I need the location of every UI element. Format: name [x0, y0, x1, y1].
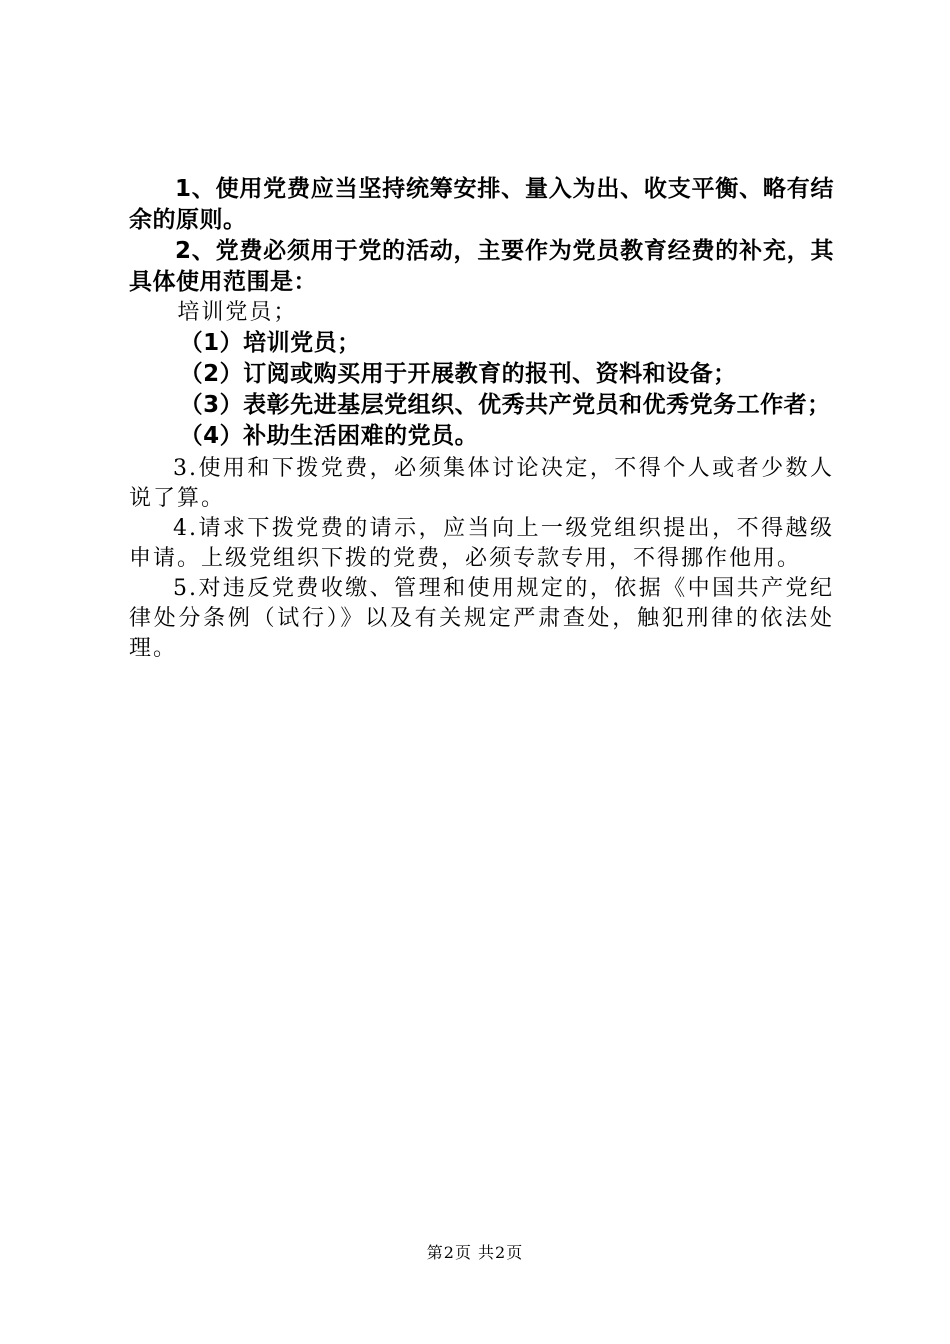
paragraph-training-note: 培训党员；	[177, 300, 298, 325]
list-item-3: （3）表彰先进基层党组织、优秀共产党员和优秀党务工作者；	[179, 392, 831, 418]
list-item-4: （4）补助生活困难的党员。	[179, 423, 479, 449]
paragraph-request-procedure: 4.请求下拨党费的请示，应当向上一级党组织提出，不得越级申请。上级党组织下拨的党费，必须专款专用，不得挪作他用。	[129, 516, 834, 571]
document-body	[129, 174, 834, 664]
paragraph-scope: 2、党费必须用于党的活动，主要作为党员教育经费的补充，其具体使用范围是：	[129, 238, 834, 295]
page-footer: 第2页 共2页	[426, 1243, 524, 1262]
list-item-1: （1）培训党员；	[179, 330, 361, 356]
paragraph-collective-decision: 3.使用和下拨党费，必须集体讨论决定，不得个人或者少数人说了算。	[129, 456, 834, 511]
paragraph-violations: 5.对违反党费收缴、管理和使用规定的，依据《中国共产党纪律处分条例（试行）》以及有关规定严肃查处，触犯刑律的依法处理。	[129, 576, 834, 661]
paragraph-principle: 1、使用党费应当坚持统筹安排、量入为出、收支平衡、略有结余的原则。	[129, 176, 834, 233]
list-item-2: （2）订阅或购买用于开展教育的报刊、资料和设备；	[179, 361, 737, 387]
